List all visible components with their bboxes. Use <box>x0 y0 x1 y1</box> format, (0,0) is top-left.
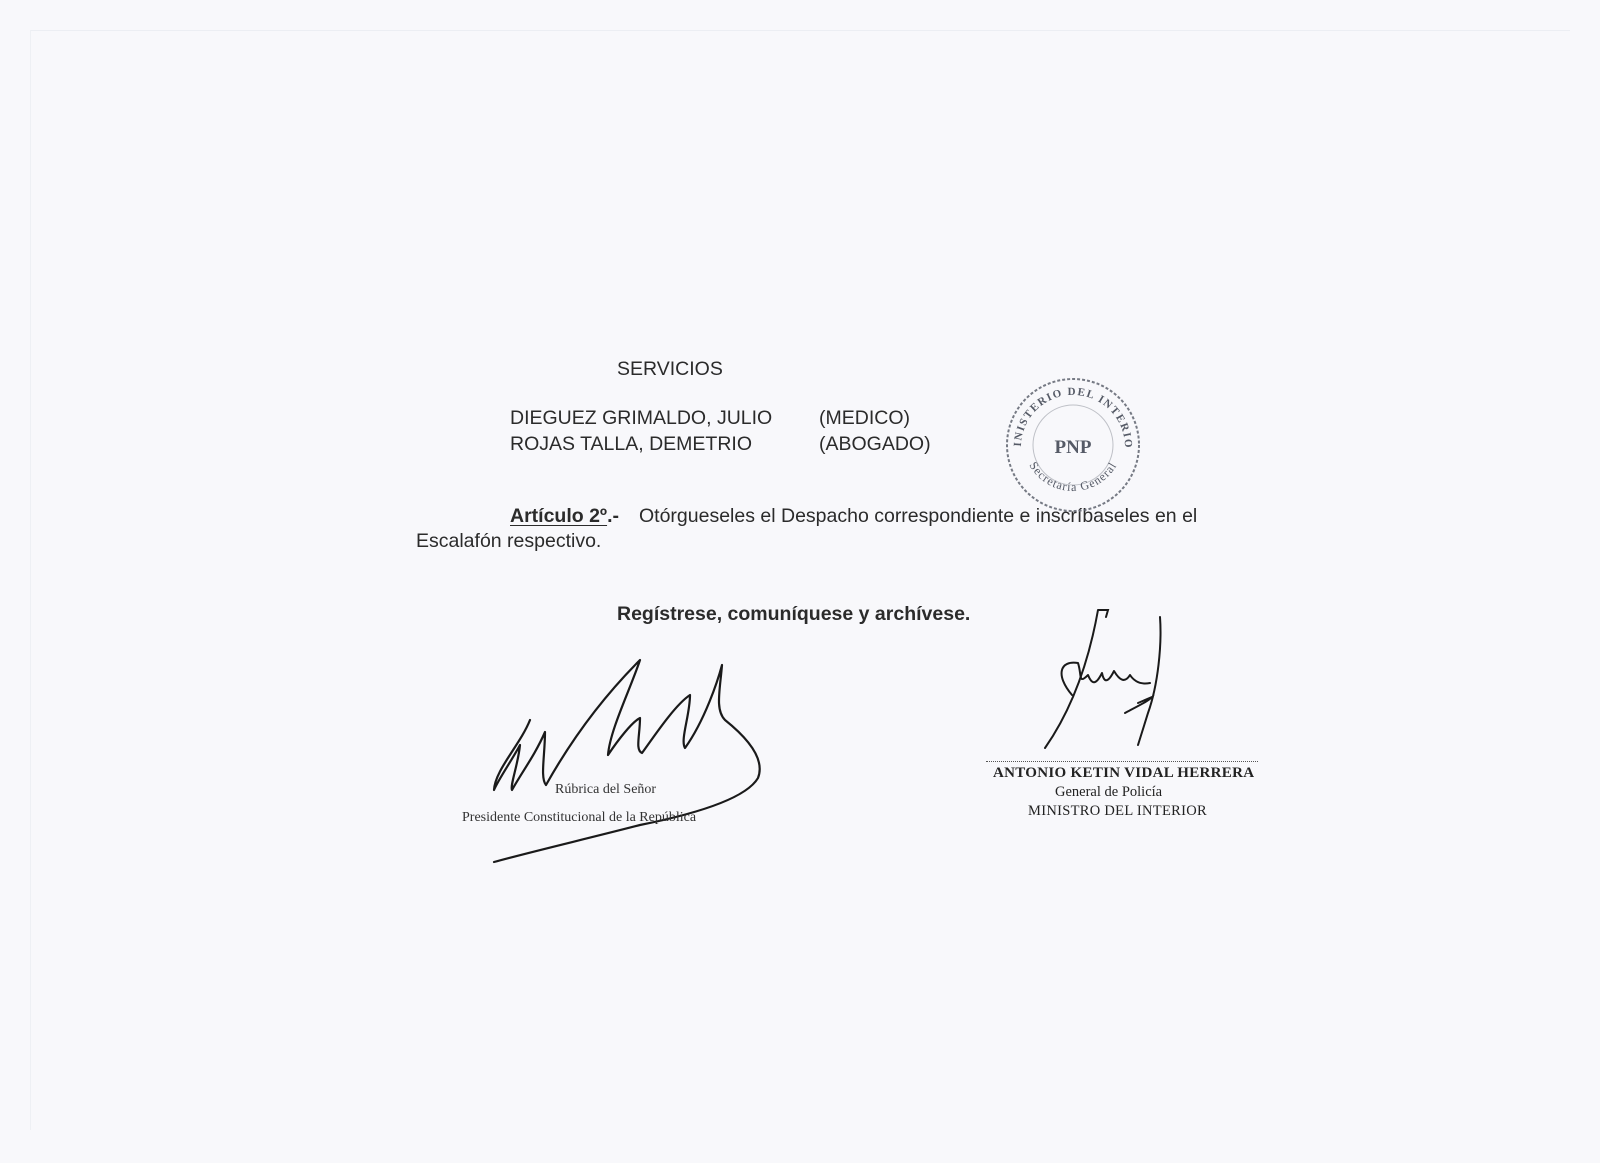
closing-formula: Regístrese, comuníquese y archívese. <box>617 603 971 625</box>
article-heading <box>510 503 619 529</box>
stamp-center: PNP <box>1054 437 1092 458</box>
minister-title: MINISTRO DEL INTERIOR <box>1028 803 1207 819</box>
article-text-line2: Escalafón respectivo. <box>416 530 602 552</box>
scan-edge-left <box>30 30 31 1130</box>
person-role-1: (MEDICO) <box>819 407 910 429</box>
person-name-2: ROJAS TALLA, DEMETRIO <box>510 433 752 455</box>
signature-line <box>986 761 1258 762</box>
scan-edge-top <box>30 30 1570 31</box>
minister-rank: General de Policía <box>1055 784 1163 800</box>
person-name-1: DIEGUEZ GRIMALDO, JULIO <box>510 407 773 429</box>
stamp-ring-bottom: Secretaría General <box>1026 459 1120 495</box>
article-punct: .- <box>607 505 619 527</box>
person-role-2: (ABOGADO) <box>819 433 931 455</box>
right-signature-mark <box>1030 605 1190 755</box>
official-seal-stamp <box>997 368 1143 507</box>
left-signature-caption-2: Presidente Constitucional de la República <box>462 810 697 825</box>
article-text-line1: Otórgueseles el Despacho correspondiente e inscríbaseles en el <box>639 505 1198 527</box>
stamp-ring-top: MINISTERIO DEL INTERIOR <box>997 368 1135 450</box>
minister-name: ANTONIO KETIN VIDAL HERRERA <box>993 765 1255 781</box>
left-signature-caption-1: Rúbrica del Señor <box>555 782 657 797</box>
article-label: Artículo 2º <box>510 505 608 527</box>
section-heading: SERVICIOS <box>617 358 723 380</box>
left-signature-mark <box>490 660 790 870</box>
